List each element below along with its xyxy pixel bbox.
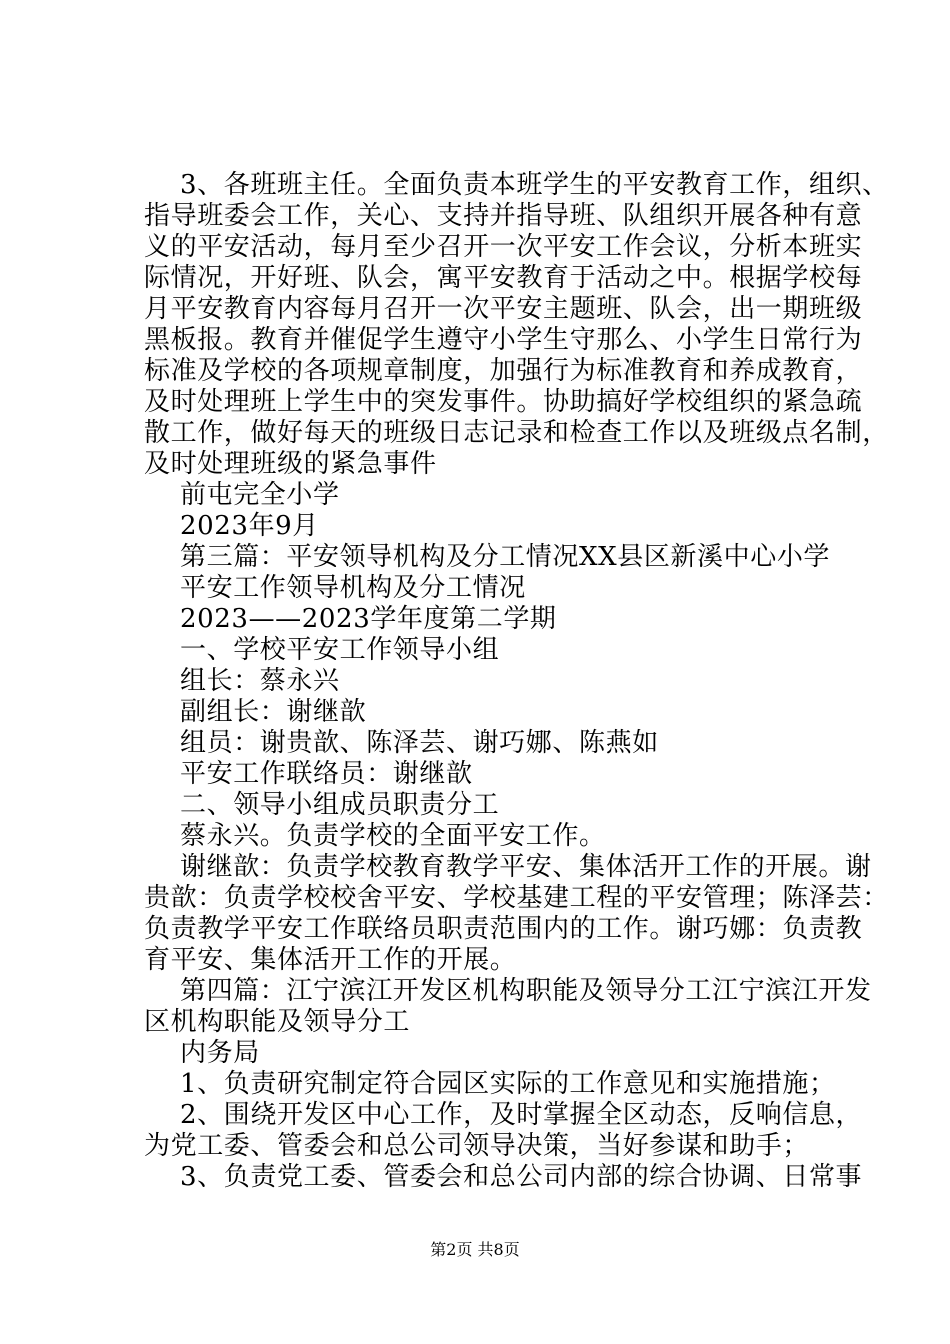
date-line: 2023年9月 [180,511,319,541]
text-line: 标准及学校的各项规章制度，加强行为标准教育和养成教育， [144,356,863,386]
subsection-heading: 内务局 [180,1038,260,1068]
text-line: 为党工委、管委会和总公司领导决策，当好参谋和助手； [144,1131,810,1161]
text-line: 区机构职能及领导分工 [144,1007,411,1037]
text-line: 散工作，做好每天的班级日志记录和检查工作以及班级点名制， [144,418,889,448]
text-line: 3、负责党工委、管委会和总公司内部的综合协调、日常事 [180,1162,863,1192]
text-line: 组员：谢贵歆、陈泽芸、谢巧娜、陈燕如 [180,728,659,758]
text-line: 黑板报。教育并催促学生遵守小学生守那么、小学生日常行为 [144,325,863,355]
text-line: 及时处理班上学生中的突发事件。协助搞好学校组织的紧急疏 [144,387,863,417]
text-line: 及时处理班级的紧急事件 [144,449,437,479]
text-line: 2、围绕开发区中心工作，及时掌握全区动态，反响信息， [180,1100,863,1130]
text-line: 月平安教育内容每月召开一次平安主题班、队会，出一期班级 [144,294,863,324]
text-line: 贵歆：负责学校校舍平安、学校基建工程的平安管理；陈泽芸： [144,883,889,913]
section-heading: 第三篇：平安领导机构及分工情况XX县区新溪中心小学 [180,542,831,572]
text-line: 际情况，开好班、队会，寓平安教育于活动之中。根据学校每 [144,263,863,293]
section-heading: 第四篇：江宁滨江开发区机构职能及领导分工江宁滨江开发 [180,976,872,1006]
text-line: 2023——2023学年度第二学期 [180,604,557,634]
text-line: 1、负责研究制定符合园区实际的工作意见和实施措施； [180,1069,836,1099]
text-line: 蔡永兴。负责学校的全面平安工作。 [180,821,606,851]
text-line: 副组长：谢继歆 [180,697,367,727]
text-line: 义的平安活动，每月至少召开一次平安工作会议，分析本班实 [144,232,863,262]
text-line: 平安工作联络员：谢继歆 [180,759,473,789]
subsection-heading: 二、领导小组成员职责分工 [180,790,500,820]
text-line: 3、各班班主任。全面负责本班学生的平安教育工作，组织、 [180,170,889,200]
text-line: 组长：蔡永兴 [180,666,340,696]
document-body [144,170,889,1193]
subsection-heading: 一、学校平安工作领导小组 [180,635,500,665]
text-line: 谢继歆：负责学校教育教学平安、集体活开工作的开展。谢 [180,852,872,882]
text-line: 平安工作领导机构及分工情况 [180,573,526,603]
text-line: 指导班委会工作，关心、支持并指导班、队组织开展各种有意 [144,201,863,231]
text-line: 育平安、集体活开工作的开展。 [144,945,517,975]
school-name: 前屯完全小学 [180,480,340,510]
page-number-footer: 第2页 共8页 [430,1240,520,1259]
text-line: 负责教学平安工作联络员职责范围内的工作。谢巧娜：负责教 [144,914,863,944]
